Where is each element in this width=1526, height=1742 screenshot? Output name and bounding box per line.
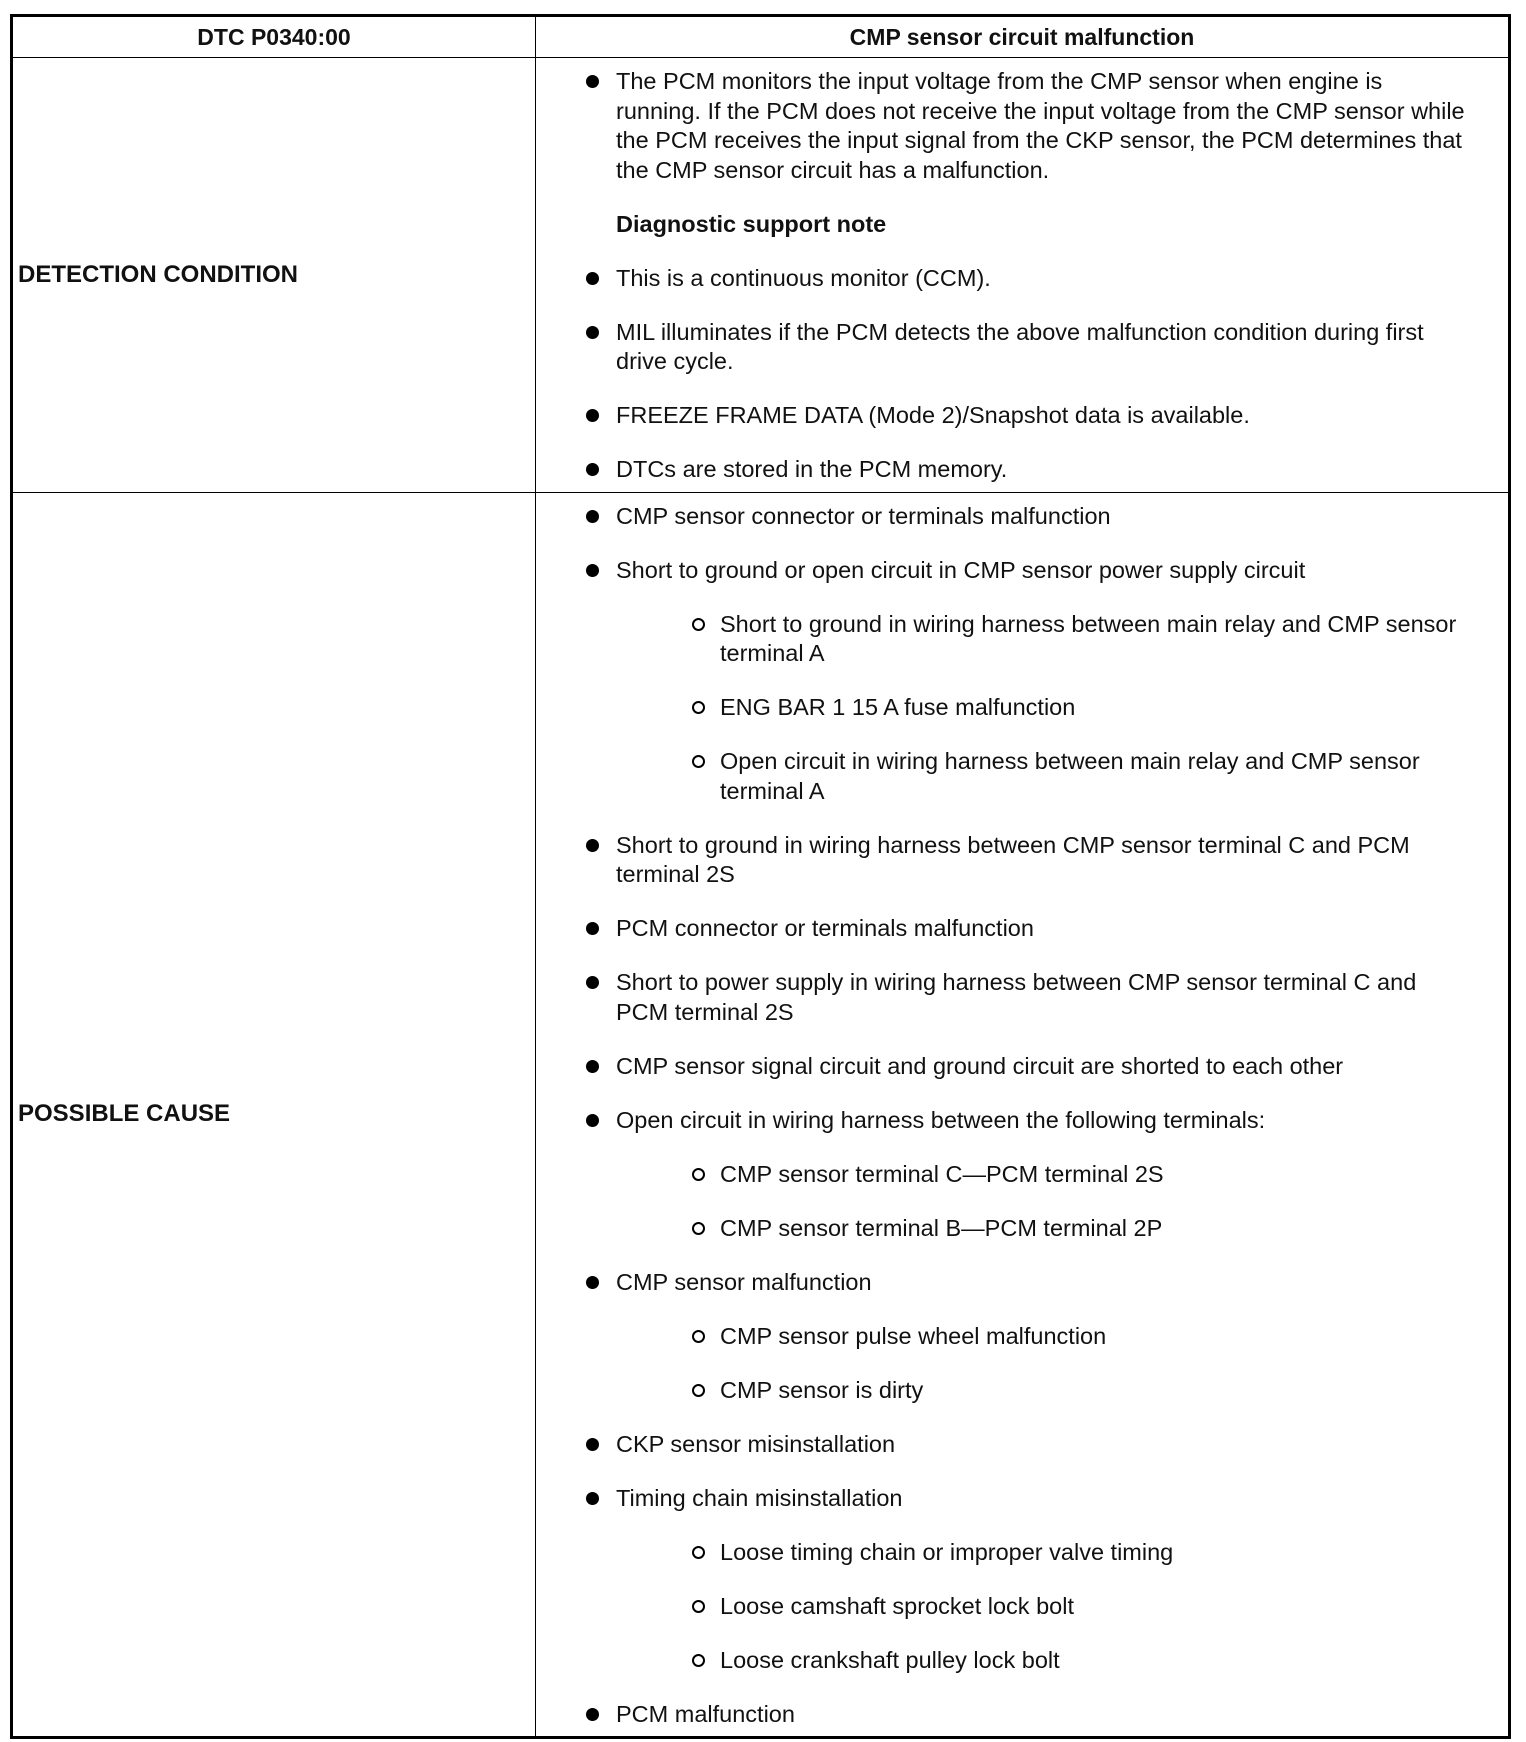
bullet-icon: [586, 1708, 599, 1721]
cause-sub-list: [616, 1538, 1468, 1676]
cause-sub-text: Short to ground in wiring harness between main relay and CMP sensor terminal A: [720, 610, 1457, 666]
cause-text: Timing chain misinstallation: [616, 1484, 903, 1511]
cause-sub-item: [616, 1538, 1468, 1568]
cause-sub-text: Loose timing chain or improper valve timing: [720, 1538, 1174, 1565]
dtc-title-header: CMP sensor circuit malfunction: [536, 16, 1510, 58]
cause-sub-list: [616, 1322, 1468, 1406]
dtc-table: [10, 14, 1511, 1739]
dtc-code-header: DTC P0340:00: [12, 16, 536, 58]
hollow-bullet-icon: [692, 1384, 705, 1397]
bullet-icon: [586, 1114, 599, 1127]
cause-sub-item: [616, 1646, 1468, 1676]
cause-item: [586, 1106, 1468, 1244]
possible-cause-content: [536, 492, 1510, 1738]
cause-text: CMP sensor connector or terminals malfunction: [616, 502, 1111, 529]
cause-sub-item: [616, 693, 1468, 723]
cause-text: CMP sensor signal circuit and ground circuit are shorted to each other: [616, 1052, 1344, 1079]
diagnostic-note-text: DTCs are stored in the PCM memory.: [616, 456, 1008, 482]
bullet-icon: [586, 839, 599, 852]
hollow-bullet-icon: [692, 1222, 705, 1235]
bullet-icon: [586, 1438, 599, 1451]
bullet-icon: [586, 1276, 599, 1289]
cause-text: CKP sensor misinstallation: [616, 1430, 896, 1457]
diagnostic-note-text: FREEZE FRAME DATA (Mode 2)/Snapshot data is available.: [616, 402, 1250, 428]
cause-sub-text: CMP sensor terminal B—PCM terminal 2P: [720, 1214, 1163, 1241]
diagnostic-notes-list: [586, 264, 1468, 485]
hollow-bullet-icon: [692, 1654, 705, 1667]
diagnostic-note-item: [586, 401, 1468, 431]
cause-sub-item: [616, 1376, 1468, 1406]
detection-intro-item: [586, 67, 1468, 185]
cause-text: Short to power supply in wiring harness between CMP sensor terminal C and PCM terminal 2S: [616, 969, 1417, 1025]
cause-sub-item: [616, 1592, 1468, 1622]
cause-item: [586, 968, 1468, 1027]
cause-sub-item: [616, 1160, 1468, 1190]
cause-item: [586, 1268, 1468, 1406]
cause-text: PCM malfunction: [616, 1700, 795, 1727]
bullet-icon: [586, 1492, 599, 1505]
cause-sub-text: CMP sensor terminal C—PCM terminal 2S: [720, 1160, 1164, 1187]
bullet-icon: [586, 272, 599, 285]
cause-item: [586, 831, 1468, 890]
possible-cause-list: [586, 502, 1468, 1730]
cause-sub-list: [616, 610, 1468, 807]
hollow-bullet-icon: [692, 701, 705, 714]
bullet-icon: [586, 976, 599, 989]
bullet-icon: [586, 75, 599, 88]
bullet-icon: [586, 326, 599, 339]
bullet-icon: [586, 463, 599, 476]
detection-intro-list: [586, 67, 1468, 185]
possible-cause-row: [12, 492, 1510, 1738]
bullet-icon: [586, 922, 599, 935]
hollow-bullet-icon: [692, 755, 705, 768]
cause-sub-text: CMP sensor pulse wheel malfunction: [720, 1322, 1107, 1349]
cause-item: [586, 1430, 1468, 1460]
detection-condition-label: DETECTION CONDITION: [12, 58, 536, 493]
detection-condition-row: [12, 58, 1510, 493]
diagnostic-note-text: MIL illuminates if the PCM detects the above malfunction condition during first drive cycle.: [616, 318, 1424, 374]
cause-item: [586, 1700, 1468, 1730]
bullet-icon: [586, 510, 599, 523]
cause-sub-text: Open circuit in wiring harness between main relay and CMP sensor terminal A: [720, 748, 1420, 804]
cause-sub-item: [616, 1214, 1468, 1244]
cause-sub-text: Loose crankshaft pulley lock bolt: [720, 1646, 1060, 1673]
diagnostic-note-heading: Diagnostic support note: [616, 210, 887, 237]
cause-sub-list: [616, 1160, 1468, 1244]
cause-item: [586, 914, 1468, 944]
hollow-bullet-icon: [692, 618, 705, 631]
cause-text: Open circuit in wiring harness between the following terminals:: [616, 1106, 1266, 1133]
hollow-bullet-icon: [692, 1546, 705, 1559]
cause-sub-item: [616, 1322, 1468, 1352]
cause-item: [586, 1052, 1468, 1082]
cause-text: Short to ground in wiring harness between CMP sensor terminal C and PCM terminal 2S: [616, 831, 1410, 887]
hollow-bullet-icon: [692, 1600, 705, 1613]
cause-item: [586, 556, 1468, 807]
possible-cause-label: POSSIBLE CAUSE: [12, 492, 536, 1738]
detection-condition-content: [536, 58, 1510, 493]
detection-intro-text: The PCM monitors the input voltage from the CMP sensor when engine is running. If the PCM does not receive the input voltage from the CMP sensor while the PCM receives the input signal from the CKP sensor, the PCM determines that the CMP sensor circuit has a malfunction.: [616, 68, 1465, 183]
hollow-bullet-icon: [692, 1168, 705, 1181]
diagnostic-note-item: [586, 264, 1468, 294]
bullet-icon: [586, 1060, 599, 1073]
cause-text: Short to ground or open circuit in CMP sensor power supply circuit: [616, 556, 1306, 583]
bullet-icon: [586, 564, 599, 577]
header-row: [12, 16, 1510, 58]
cause-sub-text: CMP sensor is dirty: [720, 1376, 924, 1403]
cause-sub-item: [616, 747, 1468, 806]
cause-item: [586, 1484, 1468, 1676]
cause-sub-item: [616, 610, 1468, 669]
hollow-bullet-icon: [692, 1330, 705, 1343]
cause-sub-text: ENG BAR 1 15 A fuse malfunction: [720, 694, 1076, 720]
cause-text: CMP sensor malfunction: [616, 1268, 872, 1295]
diagnostic-note-text: This is a continuous monitor (CCM).: [616, 264, 991, 291]
diagnostic-note-item: [586, 455, 1468, 485]
cause-sub-text: Loose camshaft sprocket lock bolt: [720, 1592, 1074, 1619]
bullet-icon: [586, 409, 599, 422]
diagnostic-note-item: [586, 318, 1468, 377]
cause-item: [586, 502, 1468, 532]
cause-text: PCM connector or terminals malfunction: [616, 915, 1034, 941]
